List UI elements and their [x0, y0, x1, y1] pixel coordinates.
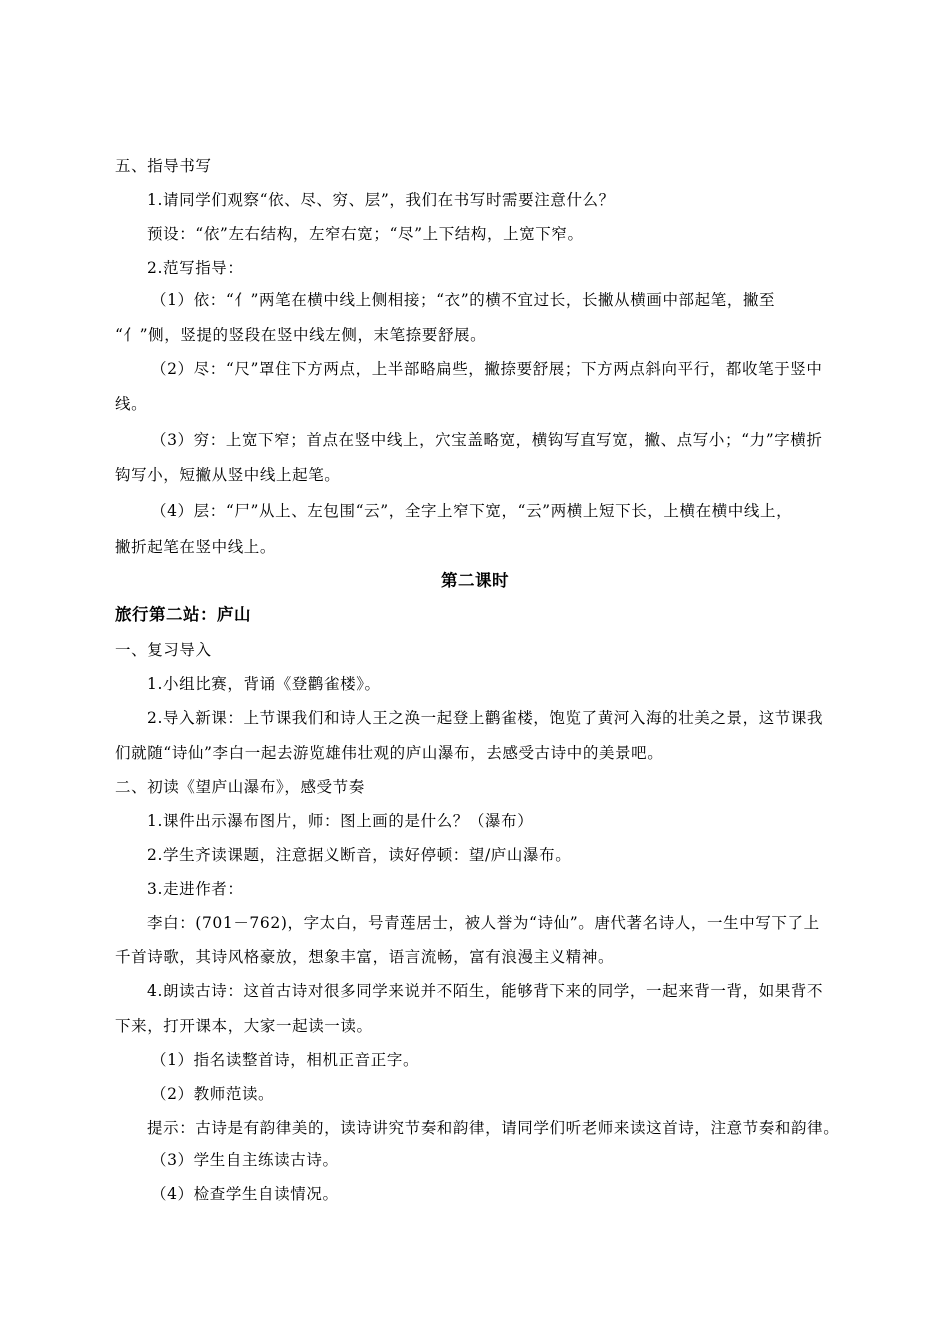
paragraph: 3.走进作者：: [147, 880, 244, 898]
paragraph: 1.课件出示瀑布图片，师：图上画的是什么？（瀑布）: [147, 812, 534, 830]
paragraph: （2）教师范读。: [151, 1085, 275, 1103]
lesson-title: 第二课时: [441, 571, 509, 590]
paragraph: 2.范写指导：: [147, 259, 244, 277]
section-heading-guide-writing: 五、指导书写: [115, 157, 212, 175]
paragraph-continuation: 撇折起笔在竖中线上。: [115, 538, 277, 556]
paragraph-continuation: 千首诗歌，其诗风格豪放，想象丰富，语言流畅，富有浪漫主义精神。: [115, 948, 615, 966]
paragraph-continuation: 们就随“诗仙”李白一起去游览雄伟壮观的庐山瀑布，去感受古诗中的美景吧。: [115, 744, 664, 762]
paragraph: 1.小组比赛，背诵《登鹳雀楼》。: [147, 675, 381, 693]
paragraph: （1）依：“亻”两笔在横中线上侧相接；“衣”的横不宜过长，长撇从横画中部起笔，撇至: [151, 291, 776, 309]
section-heading-review: 一、复习导入: [115, 641, 212, 659]
paragraph: 提示：古诗是有韵律美的，读诗讲究节奏和韵律，请同学们听老师来读这首诗，注意节奏和韵律。: [147, 1119, 840, 1137]
station-title: 旅行第二站：庐山: [115, 605, 251, 624]
paragraph-continuation: “亻”侧，竖提的竖段在竖中线左侧，末笔捺要舒展。: [115, 326, 487, 344]
paragraph-continuation: 钩写小，短撇从竖中线上起笔。: [115, 466, 341, 484]
paragraph: 2.导入新课：上节课我们和诗人王之涣一起登上鹳雀楼，饱览了黄河入海的壮美之景，这节课我: [147, 709, 824, 727]
paragraph: （3）学生自主练读古诗。: [151, 1151, 339, 1169]
paragraph: （2）尽：“尺”罩住下方两点，上半部略扁些，撇捺要舒展；下方两点斜向平行，都收笔于竖中: [151, 360, 823, 378]
paragraph-continuation: 下来，打开课本，大家一起读一读。: [115, 1017, 373, 1035]
paragraph: （4）检查学生自读情况。: [151, 1185, 339, 1203]
paragraph: 4.朗读古诗：这首古诗对很多同学来说并不陌生，能够背下来的同学，一起来背一背，如果背不: [147, 982, 824, 1000]
section-heading-first-reading: 二、初读《望庐山瀑布》，感受节奏: [115, 778, 365, 796]
paragraph: （1）指名读整首诗，相机正音正字。: [151, 1051, 420, 1069]
paragraph-continuation: 线。: [115, 395, 148, 413]
paragraph: 1.请同学们观察“依、尽、穷、层”，我们在书写时需要注意什么？: [147, 191, 615, 209]
paragraph: （3）穷：上宽下窄；首点在竖中线上，穴宝盖略宽，横钩写直写宽，撇、点写小；“力”字横折: [151, 431, 823, 449]
paragraph: 预设：“依”左右结构，左窄右宽；“尽”上下结构，上宽下窄。: [147, 225, 584, 243]
paragraph: 2.学生齐读课题，注意据义断音，读好停顿：望/庐山瀑布。: [147, 846, 572, 864]
paragraph: 李白：(701－762)，字太白，号青莲居士，被人誉为“诗仙”。唐代著名诗人，一生中写下了上: [147, 914, 820, 932]
paragraph: （4）层：“尸”从上、左包围“云”，全字上窄下宽，“云”两横上短下长，上横在横中线上，: [151, 502, 793, 520]
